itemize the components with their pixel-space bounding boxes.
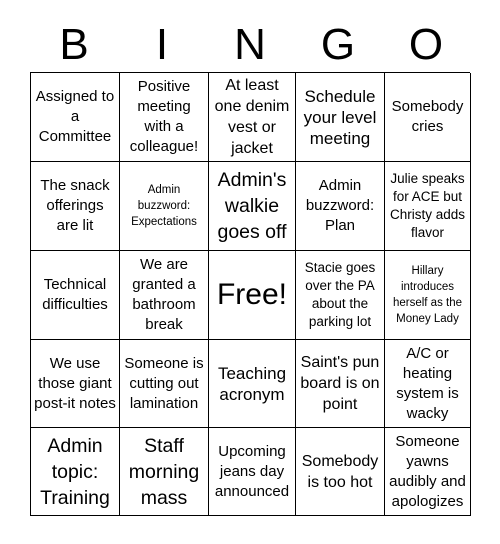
cell-text: Julie speaks for ACE but Christy adds flavor <box>389 171 466 240</box>
cell-text: The snack offerings are lit <box>40 177 110 234</box>
cell-text: Stacie goes over the PA about the parking lot <box>304 260 376 329</box>
bingo-cell-r3-c5[interactable] <box>385 251 471 340</box>
cell-text: Someone is cutting out lamination <box>124 354 204 412</box>
bingo-cell-r1-c5[interactable] <box>385 73 471 162</box>
cell-text: Saint's pun board is on point <box>300 354 380 413</box>
cell-text: Admin topic: Training <box>40 434 110 509</box>
cell-text: Assigned to a Committee <box>35 88 115 145</box>
bingo-cell-r5-c2[interactable] <box>120 428 209 516</box>
bingo-cell-r1-c4[interactable] <box>296 73 385 162</box>
bingo-cell-r2-c4[interactable] <box>296 162 385 251</box>
bingo-cell-r3-c2[interactable] <box>120 251 209 340</box>
cell-text: Staff morning mass <box>128 434 200 509</box>
bingo-cell-free-space[interactable] <box>209 251 296 340</box>
bingo-cell-r4-c1[interactable] <box>31 340 120 428</box>
header-letter-b: B <box>59 20 89 69</box>
cell-text: Someone yawns audibly and apologizes <box>389 432 466 510</box>
cell-text: At least one denim vest or jacket <box>214 77 290 157</box>
cell-text: A/C or heating system is wacky <box>396 344 459 422</box>
bingo-cell-r5-c3[interactable] <box>209 428 296 516</box>
cell-text: Admin buzzword: Plan <box>305 177 375 234</box>
cell-text: Schedule your level meeting <box>303 86 377 148</box>
bingo-cell-r2-c3[interactable] <box>209 162 296 251</box>
header-letter-n: N <box>234 20 266 69</box>
bingo-cell-r4-c5[interactable] <box>385 340 471 428</box>
bingo-cell-r4-c2[interactable] <box>120 340 209 428</box>
cell-text: Upcoming jeans day announced <box>214 442 290 500</box>
cell-text: We use those giant post-it notes <box>34 354 116 412</box>
bingo-cell-r1-c2[interactable] <box>120 73 209 162</box>
bingo-cell-r3-c1[interactable] <box>31 251 120 340</box>
bingo-cell-r1-c3[interactable] <box>209 73 296 162</box>
bingo-cell-r2-c1[interactable] <box>31 162 120 251</box>
bingo-card-grid <box>30 72 470 516</box>
bingo-cell-r4-c3[interactable] <box>209 340 296 428</box>
bingo-cell-r4-c4[interactable] <box>296 340 385 428</box>
bingo-cell-r5-c1[interactable] <box>31 428 120 516</box>
cell-text: Hillary introduces herself as the Money Lady <box>392 265 463 325</box>
bingo-cell-r3-c4[interactable] <box>296 251 385 340</box>
cell-text: Free! <box>216 278 288 311</box>
cell-text: Technical difficulties <box>42 276 108 313</box>
bingo-cell-r5-c5[interactable] <box>385 428 471 516</box>
bingo-cell-r5-c4[interactable] <box>296 428 385 516</box>
header-letter-i: I <box>155 20 169 69</box>
cell-text: Somebody cries <box>391 98 464 135</box>
cell-text: Admin buzzword: Expectations <box>131 184 197 228</box>
cell-text: Somebody is too hot <box>301 452 379 491</box>
bingo-header <box>30 0 470 72</box>
header-letter-g: G <box>320 20 356 69</box>
header-letter-o: O <box>408 20 444 69</box>
bingo-cell-r1-c1[interactable] <box>31 73 120 162</box>
bingo-cell-r2-c2[interactable] <box>120 162 209 251</box>
cell-text: We are granted a bathroom break <box>132 256 196 333</box>
cell-text: Teaching acronym <box>217 363 287 404</box>
cell-text: Positive meeting with a colleague! <box>129 78 199 155</box>
cell-text: Admin's walkie goes off <box>217 169 287 243</box>
bingo-cell-r2-c5[interactable] <box>385 162 471 251</box>
